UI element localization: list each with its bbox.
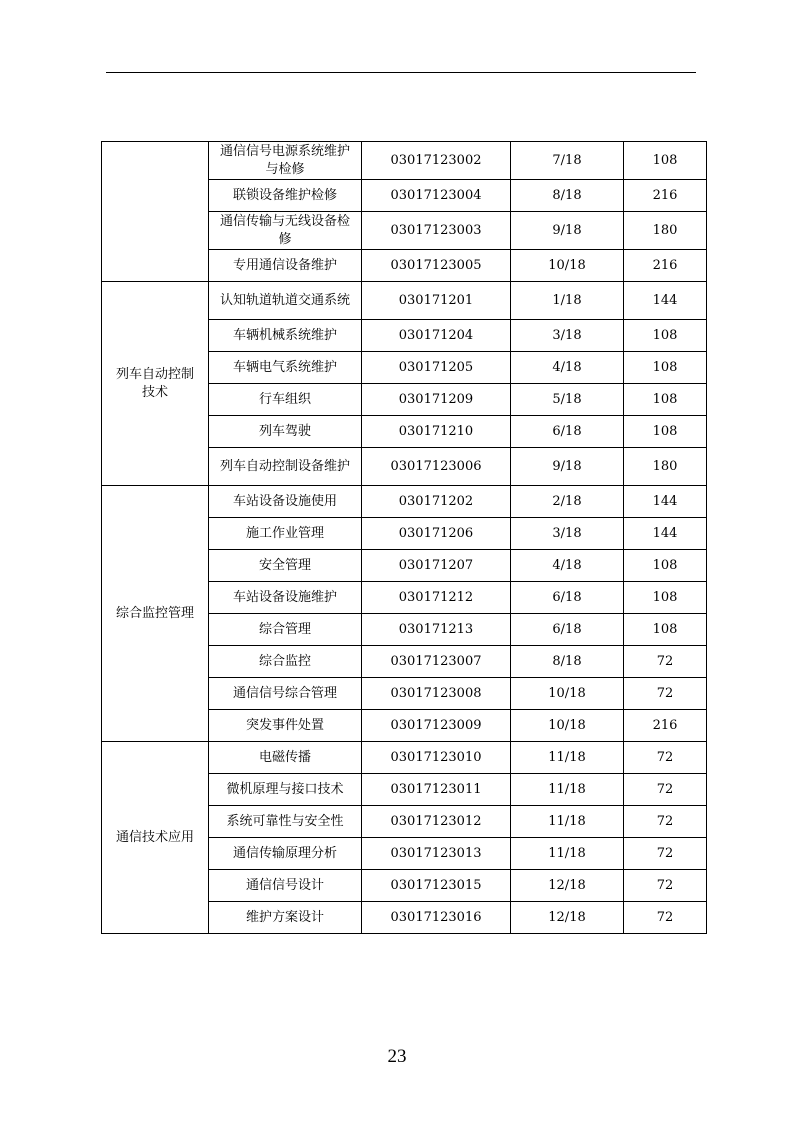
course-name-cell: 车辆电气系统维护 bbox=[209, 352, 362, 384]
hours-cell: 72 bbox=[624, 774, 707, 806]
semester-cell: 10/18 bbox=[511, 710, 624, 742]
hours-cell: 108 bbox=[624, 142, 707, 180]
course-code-cell: 030171207 bbox=[362, 550, 511, 582]
semester-cell: 12/18 bbox=[511, 902, 624, 934]
page-number: 23 bbox=[387, 1046, 407, 1067]
semester-cell: 9/18 bbox=[511, 448, 624, 486]
course-name-cell: 认知轨道轨道交通系统 bbox=[209, 282, 362, 320]
semester-cell: 9/18 bbox=[511, 212, 624, 250]
course-name-cell: 车站设备设施维护 bbox=[209, 582, 362, 614]
hours-cell: 72 bbox=[624, 646, 707, 678]
course-code-cell: 030171210 bbox=[362, 416, 511, 448]
course-name-cell: 施工作业管理 bbox=[209, 518, 362, 550]
hours-cell: 108 bbox=[624, 384, 707, 416]
table-row bbox=[102, 742, 707, 774]
course-code-cell: 03017123007 bbox=[362, 646, 511, 678]
hours-cell: 72 bbox=[624, 742, 707, 774]
course-code-cell: 03017123009 bbox=[362, 710, 511, 742]
course-code-cell: 03017123011 bbox=[362, 774, 511, 806]
semester-cell: 3/18 bbox=[511, 320, 624, 352]
hours-cell: 108 bbox=[624, 416, 707, 448]
course-name-cell: 通信信号电源系统维护与检修 bbox=[209, 142, 362, 180]
hours-cell: 216 bbox=[624, 180, 707, 212]
course-code-cell: 030171202 bbox=[362, 486, 511, 518]
course-name-cell: 微机原理与接口技术 bbox=[209, 774, 362, 806]
semester-cell: 11/18 bbox=[511, 838, 624, 870]
course-name-cell: 电磁传播 bbox=[209, 742, 362, 774]
table-row bbox=[102, 142, 707, 180]
course-name-cell: 安全管理 bbox=[209, 550, 362, 582]
semester-cell: 4/18 bbox=[511, 352, 624, 384]
semester-cell: 10/18 bbox=[511, 250, 624, 282]
hours-cell: 144 bbox=[624, 282, 707, 320]
category-cell: 综合监控管理 bbox=[102, 486, 209, 742]
course-code-cell: 03017123016 bbox=[362, 902, 511, 934]
semester-cell: 1/18 bbox=[511, 282, 624, 320]
semester-cell: 8/18 bbox=[511, 180, 624, 212]
hours-cell: 72 bbox=[624, 902, 707, 934]
course-table bbox=[101, 141, 707, 934]
hours-cell: 144 bbox=[624, 518, 707, 550]
course-name-cell: 车站设备设施使用 bbox=[209, 486, 362, 518]
course-name-cell: 行车组织 bbox=[209, 384, 362, 416]
course-code-cell: 03017123013 bbox=[362, 838, 511, 870]
course-code-cell: 03017123002 bbox=[362, 142, 511, 180]
course-name-cell: 列车驾驶 bbox=[209, 416, 362, 448]
semester-cell: 6/18 bbox=[511, 582, 624, 614]
course-code-cell: 030171209 bbox=[362, 384, 511, 416]
table-row bbox=[102, 486, 707, 518]
semester-cell: 6/18 bbox=[511, 614, 624, 646]
course-code-cell: 03017123012 bbox=[362, 806, 511, 838]
course-name-cell: 系统可靠性与安全性 bbox=[209, 806, 362, 838]
course-code-cell: 03017123015 bbox=[362, 870, 511, 902]
category-cell: 通信技术应用 bbox=[102, 742, 209, 934]
course-name-cell: 列车自动控制设备维护 bbox=[209, 448, 362, 486]
semester-cell: 4/18 bbox=[511, 550, 624, 582]
hours-cell: 108 bbox=[624, 582, 707, 614]
course-code-cell: 030171212 bbox=[362, 582, 511, 614]
hours-cell: 72 bbox=[624, 870, 707, 902]
course-name-cell: 通信传输原理分析 bbox=[209, 838, 362, 870]
semester-cell: 5/18 bbox=[511, 384, 624, 416]
course-code-cell: 03017123003 bbox=[362, 212, 511, 250]
hours-cell: 144 bbox=[624, 486, 707, 518]
hours-cell: 216 bbox=[624, 250, 707, 282]
hours-cell: 216 bbox=[624, 710, 707, 742]
table-row bbox=[102, 282, 707, 320]
hours-cell: 108 bbox=[624, 352, 707, 384]
course-code-cell: 03017123008 bbox=[362, 678, 511, 710]
semester-cell: 11/18 bbox=[511, 774, 624, 806]
course-name-cell: 综合监控 bbox=[209, 646, 362, 678]
course-code-cell: 03017123004 bbox=[362, 180, 511, 212]
hours-cell: 108 bbox=[624, 614, 707, 646]
hours-cell: 72 bbox=[624, 838, 707, 870]
course-name-cell: 突发事件处置 bbox=[209, 710, 362, 742]
course-name-cell: 专用通信设备维护 bbox=[209, 250, 362, 282]
hours-cell: 180 bbox=[624, 448, 707, 486]
course-name-cell: 车辆机械系统维护 bbox=[209, 320, 362, 352]
semester-cell: 11/18 bbox=[511, 806, 624, 838]
course-name-cell: 联锁设备维护检修 bbox=[209, 180, 362, 212]
course-code-cell: 03017123006 bbox=[362, 448, 511, 486]
course-name-cell: 维护方案设计 bbox=[209, 902, 362, 934]
semester-cell: 6/18 bbox=[511, 416, 624, 448]
course-code-cell: 030171213 bbox=[362, 614, 511, 646]
category-cell: 列车自动控制技术 bbox=[102, 282, 209, 486]
course-name-cell: 综合管理 bbox=[209, 614, 362, 646]
semester-cell: 12/18 bbox=[511, 870, 624, 902]
table-body bbox=[102, 142, 707, 934]
header-rule bbox=[106, 72, 696, 73]
semester-cell: 8/18 bbox=[511, 646, 624, 678]
course-code-cell: 03017123010 bbox=[362, 742, 511, 774]
hours-cell: 108 bbox=[624, 550, 707, 582]
course-code-cell: 030171204 bbox=[362, 320, 511, 352]
semester-cell: 2/18 bbox=[511, 486, 624, 518]
course-code-cell: 03017123005 bbox=[362, 250, 511, 282]
course-name-cell: 通信传输与无线设备检修 bbox=[209, 212, 362, 250]
semester-cell: 3/18 bbox=[511, 518, 624, 550]
course-code-cell: 030171205 bbox=[362, 352, 511, 384]
category-cell bbox=[102, 142, 209, 282]
semester-cell: 10/18 bbox=[511, 678, 624, 710]
hours-cell: 108 bbox=[624, 320, 707, 352]
course-code-cell: 030171206 bbox=[362, 518, 511, 550]
semester-cell: 11/18 bbox=[511, 742, 624, 774]
hours-cell: 72 bbox=[624, 678, 707, 710]
course-name-cell: 通信信号综合管理 bbox=[209, 678, 362, 710]
hours-cell: 72 bbox=[624, 806, 707, 838]
semester-cell: 7/18 bbox=[511, 142, 624, 180]
course-name-cell: 通信信号设计 bbox=[209, 870, 362, 902]
course-code-cell: 030171201 bbox=[362, 282, 511, 320]
hours-cell: 180 bbox=[624, 212, 707, 250]
